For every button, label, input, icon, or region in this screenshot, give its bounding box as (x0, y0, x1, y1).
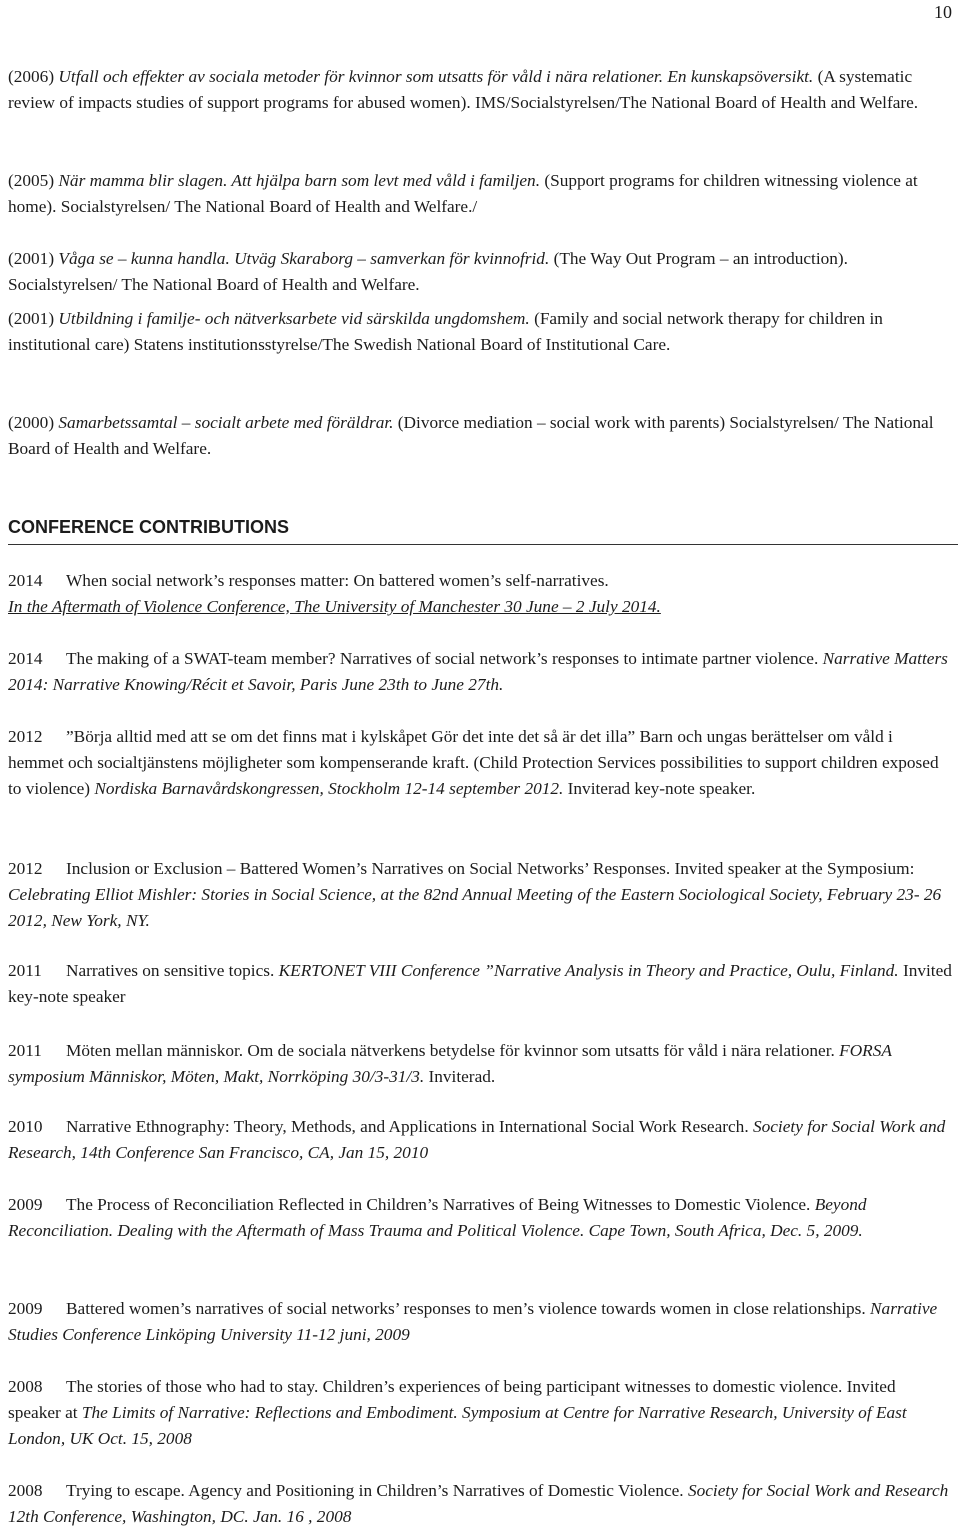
conference-note: Inviterad key-note speaker. (567, 779, 756, 798)
conference-entry (8, 1478, 952, 1530)
conference-year: 2008 (8, 1481, 43, 1500)
conference-year: 2011 (8, 961, 42, 980)
publication-year: (2001) (8, 309, 55, 328)
conference-entry (8, 1192, 952, 1244)
conference-year: 2009 (8, 1195, 43, 1214)
publication-title: När mamma blir slagen. Att hjälpa barn som levt med våld i familjen. (58, 171, 541, 190)
conference-venue: Narrative Studies Conference Linköping University 11-12 juni, 2009 (8, 1299, 938, 1344)
publication-title: Våga se – kunna handla. Utväg Skaraborg – samverkan för kvinnofrid. (58, 249, 550, 268)
conference-venue: Celebrating Elliot Mishler: Stories in Social Science, at the 82nd Annual Meeting of the Eastern Sociological Society, February 23- 26 2012, New York, NY. (8, 885, 942, 930)
conference-title: Narrative Ethnography: Theory, Methods, and Applications in International Social Work Research. (66, 1117, 749, 1136)
publication-entry (8, 168, 952, 220)
conference-year: 2014 (8, 571, 43, 590)
publication-details: (Family and social network therapy for children in institutional care) Statens institutionsstyrelse/The Swedish National Board of Institutional Care. (8, 309, 883, 354)
publication-details: (Support programs for children witnessing violence at home). Socialstyrelsen/ The National Board of Health and Welfare./ (8, 171, 918, 216)
publication-year: (2000) (8, 413, 55, 432)
page-number: 10 (934, 2, 952, 22)
conference-title: Möten mellan människor. Om de sociala nätverkens betydelse för kvinnor som utsatts för våld i nära relationer. (66, 1041, 835, 1060)
publication-details: (Divorce mediation – social work with parents) Socialstyrelsen/ The National Board of Health and Welfare. (8, 413, 934, 458)
section-title: CONFERENCE CONTRIBUTIONS (8, 514, 958, 545)
conference-entry (8, 1296, 952, 1348)
conference-note: Inviterad. (428, 1067, 496, 1086)
conference-venue: Society for Social Work and Research 12th Conference, Washington, DC. Jan. 16 , 2008 (8, 1481, 949, 1526)
publication-title: Utfall och effekter av sociala metoder för kvinnor som utsatts för våld i nära relationer. En kunskapsöversikt. (58, 67, 814, 86)
conference-venue: Narrative Matters 2014: Narrative Knowing/Récit et Savoir, Paris June 23th to June 27th. (8, 649, 948, 694)
conference-year: 2014 (8, 649, 43, 668)
conference-venue: KERTONET VIII Conference ”Narrative Analysis in Theory and Practice, Oulu, Finland. (278, 961, 899, 980)
conference-title: Narratives on sensitive topics. (66, 961, 275, 980)
conference-entry (8, 958, 952, 1010)
publication-entry (8, 246, 952, 298)
conference-entry (8, 1114, 952, 1166)
conference-year: 2008 (8, 1377, 43, 1396)
conference-title: ”Börja alltid med att se om det finns mat i kylskåpet Gör det inte det så är det illa” Barn och ungas berättelser om våld i hemmet och socialtjänstens möjligheter som kompenserande kraft. (Child Protection Services possibilities to support children exposed to violence) (8, 727, 939, 798)
publication-year: (2005) (8, 171, 55, 190)
publication-title: Samarbetssamtal – socialt arbete med föräldrar. (58, 413, 394, 432)
conference-venue: The Limits of Narrative: Reflections and Embodiment. Symposium at Centre for Narrative Research, University of East London, UK Oct. 15, 2008 (8, 1403, 907, 1448)
conference-entry (8, 856, 952, 934)
publication-details: (A systematic review of impacts studies of support programs for abused women). IMS/Socialstyrelsen/The National Board of Health and Welfare. (8, 67, 919, 112)
conference-year: 2012 (8, 859, 43, 878)
conference-title: When social network’s responses matter: On battered women’s self-narratives. (66, 571, 609, 590)
conference-venue: Beyond Reconciliation. Dealing with the Aftermath of Mass Trauma and Political Violence. Cape Town, South Africa, Dec. 5, 2009. (8, 1195, 867, 1240)
conference-title: The making of a SWAT-team member? Narratives of social network’s responses to intimate partner violence. (66, 649, 819, 668)
conference-venue: Nordiska Barnavårdskongressen, Stockholm 12-14 september 2012. (94, 779, 564, 798)
conference-year: 2009 (8, 1299, 43, 1318)
conference-title: Battered women’s narratives of social networks’ responses to men’s violence towards women in close relationships. (66, 1299, 866, 1318)
publication-details: (The Way Out Program – an introduction). Socialstyrelsen/ The National Board of Health and Welfare. (8, 249, 848, 294)
conference-title: The Process of Reconciliation Reflected in Children’s Narratives of Being Witnesses to Domestic Violence. (66, 1195, 811, 1214)
conference-title: The stories of those who had to stay. Children’s experiences of being participant witnesses to domestic violence. Invited speaker at (8, 1377, 896, 1422)
publication-year: (2001) (8, 249, 55, 268)
conference-venue: In the Aftermath of Violence Conference, The University of Manchester 30 June – 2 July 2014. (8, 597, 661, 616)
publication-entry (8, 410, 952, 462)
conference-entry (8, 646, 952, 698)
publication-year: (2006) (8, 67, 55, 86)
conference-title: Trying to escape. Agency and Positioning in Children’s Narratives of Domestic Violence. (66, 1481, 684, 1500)
conference-note: Invited key-note speaker (8, 961, 952, 1006)
publication-title: Utbildning i familje- och nätverksarbete vid särskilda ungdomshem. (58, 309, 530, 328)
conference-venue: FORSA symposium Människor, Möten, Makt, Norrköping 30/3-31/3. (8, 1041, 892, 1086)
conference-venue: Society for Social Work and Research, 14th Conference San Francisco, CA, Jan 15, 2010 (8, 1117, 946, 1162)
conference-entry (8, 568, 952, 620)
conference-year: 2010 (8, 1117, 43, 1136)
conference-entry (8, 1374, 952, 1452)
publication-entry (8, 306, 952, 358)
conference-entry (8, 1038, 952, 1090)
publication-entry (8, 64, 952, 116)
conference-entry (8, 724, 952, 802)
conference-title: Inclusion or Exclusion – Battered Women’s Narratives on Social Networks’ Responses. Invited speaker at the Symposium: (66, 859, 915, 878)
conference-year: 2012 (8, 727, 43, 746)
conference-year: 2011 (8, 1041, 42, 1060)
